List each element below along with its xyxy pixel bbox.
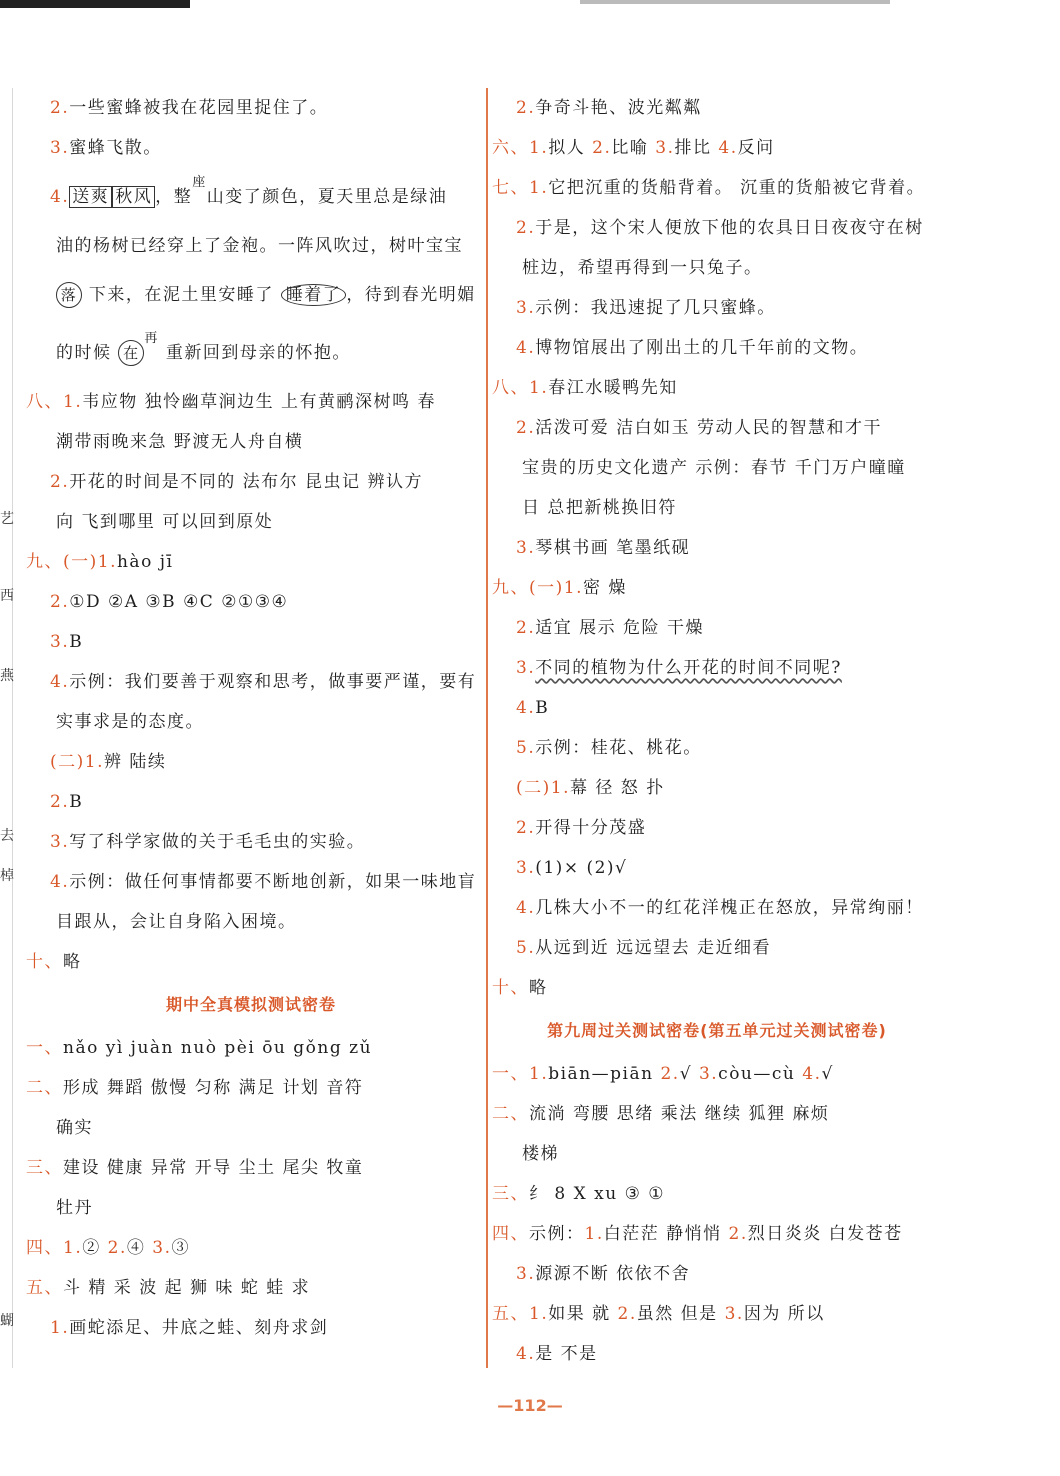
answer-text: 虽然 但是 <box>636 1304 725 1324</box>
item-number: 2. <box>617 1304 637 1324</box>
answer-line <box>26 702 476 742</box>
item-number: 4. <box>718 138 738 158</box>
answer-text: 它把沉重的货船背着。 沉重的货船被它背着。 <box>548 178 926 198</box>
answer-text: hào jī <box>116 552 174 572</box>
answer-text: 排比 <box>674 138 719 158</box>
boxed-word: 秋风 <box>112 186 155 208</box>
answer-line <box>26 822 476 862</box>
answer-line <box>26 1268 476 1308</box>
answer-text: 源源不断 依依不舍 <box>535 1264 691 1284</box>
answer-line <box>26 942 476 982</box>
answer-line <box>492 568 942 608</box>
answer-text: 示例：我们要善于观察和思考，做事要严谨，要有 <box>69 672 477 692</box>
item-number: 5. <box>516 938 536 958</box>
item-number: 2. <box>516 618 536 638</box>
answer-text: 开花的时间是不同的 法布尔 昆虫记 辨认方 <box>69 472 423 492</box>
answer-text: 楼梯 <box>522 1144 559 1164</box>
answer-line <box>492 168 942 208</box>
answer-text: 油的杨树已经穿上了金袍。一阵风吹过，树叶宝宝 <box>56 236 463 256</box>
answer-text: 从远到近 远远望去 走近细看 <box>535 938 772 958</box>
item-number: 3. <box>655 138 675 158</box>
answer-text: ④ <box>126 1238 153 1258</box>
answer-line <box>492 1054 942 1094</box>
answer-page <box>0 88 1060 1388</box>
item-number: 五、1. <box>492 1304 549 1324</box>
answer-text: 博物馆展出了刚出土的几千年前的文物。 <box>535 338 869 358</box>
answer-text: ①D ②A ③B ④C ②①③④ <box>69 592 289 612</box>
item-number: 3. <box>50 832 70 852</box>
answer-text: 反问 <box>737 138 775 158</box>
answer-text: 的时候 <box>56 343 119 363</box>
answer-text: 纟 8 X xu ③ ① <box>529 1184 665 1204</box>
item-number: 2. <box>516 98 536 118</box>
item-number: 2. <box>50 792 70 812</box>
insert-mark: 再 <box>144 331 159 346</box>
answer-text: 幕 径 怒 扑 <box>569 778 665 798</box>
answer-text: 一些蜜蜂被我在花园里捉住了。 <box>69 98 329 118</box>
answer-text: 于是，这个宋人便放下他的农具日日夜夜守在树 <box>535 218 924 238</box>
answer-text: 争奇斗艳、波光粼粼 <box>535 98 702 118</box>
item-number: 3. <box>152 1238 172 1258</box>
answer-text: 向 飞到哪里 可以回到原处 <box>56 512 274 532</box>
wavy-underlined-text: 不同的植物为什么开花的时间不同呢? <box>535 658 842 678</box>
circled-word: 睡着了 <box>281 284 347 306</box>
answer-line <box>492 1174 942 1214</box>
answer-text: √ <box>821 1064 834 1084</box>
answer-line <box>26 1188 476 1228</box>
answer-text: 几株大小不一的红花洋槐正在怒放，异常绚丽！ <box>535 898 924 918</box>
answer-text: 是 不是 <box>535 1344 598 1364</box>
answer-text: 示例：桂花、桃花。 <box>535 738 702 758</box>
answer-line <box>26 1068 476 1108</box>
answer-text: √ <box>679 1064 699 1084</box>
answer-text: 实事求是的态度。 <box>56 712 204 732</box>
answer-line <box>26 266 476 324</box>
answer-line <box>492 728 942 768</box>
item-number: 4. <box>50 187 70 207</box>
answer-line <box>492 848 942 888</box>
item-number: 十、 <box>26 952 63 972</box>
answer-text: 辨 陆续 <box>103 752 167 772</box>
item-number: 2. <box>728 1224 748 1244</box>
answer-line <box>26 502 476 542</box>
answer-line <box>492 688 942 728</box>
answer-text: 春江水暖鸭先知 <box>548 378 678 398</box>
circled-char: 落 <box>56 282 82 308</box>
item-number: 二、 <box>26 1078 63 1098</box>
answer-line <box>26 226 476 266</box>
item-number: 五、 <box>26 1278 63 1298</box>
answer-line <box>492 1094 942 1134</box>
item-number: 1. <box>584 1224 604 1244</box>
item-number: (二)1. <box>50 752 104 772</box>
answer-text: 示例：做任何事情都要不断地创新，如果一味地盲 <box>69 872 477 892</box>
item-number: 5. <box>516 738 536 758</box>
answer-line <box>26 582 476 622</box>
scan-artifact-left <box>0 0 190 8</box>
item-number: 2. <box>592 138 612 158</box>
answer-line <box>492 968 942 1008</box>
answer-line <box>26 422 476 462</box>
answer-text: 画蛇添足、井底之蛙、刻舟求剑 <box>69 1318 329 1338</box>
answer-line <box>26 88 476 128</box>
answer-line <box>26 662 476 702</box>
section-title <box>26 982 476 1028</box>
answer-text: 确实 <box>56 1118 93 1138</box>
answer-text: 琴棋书画 笔墨纸砚 <box>535 538 691 558</box>
answer-text: 适宜 展示 危险 干燥 <box>535 618 704 638</box>
answer-text: B <box>535 698 550 718</box>
answer-line <box>26 324 476 382</box>
insert-mark: 座 <box>192 175 207 190</box>
answer-line <box>26 742 476 782</box>
page-number: —112— <box>497 1396 563 1415</box>
section-title <box>492 1008 942 1054</box>
answer-text: 密 燥 <box>582 578 627 598</box>
item-number: 4. <box>50 672 70 692</box>
answer-text: 略 <box>63 952 82 972</box>
item-number: 四、 <box>492 1224 529 1244</box>
item-number: 三、 <box>492 1184 529 1204</box>
item-number: 3. <box>698 1064 719 1084</box>
answer-text: 开得十分茂盛 <box>535 818 647 838</box>
answer-line <box>26 168 476 226</box>
item-number: (二)1. <box>516 778 570 798</box>
answer-text: 建设 健康 异常 开导 尘土 尾尖 牧童 <box>63 1158 364 1178</box>
answer-line <box>26 462 476 502</box>
side-char: 艺 <box>0 511 14 527</box>
answer-line <box>26 1148 476 1188</box>
item-number: 三、 <box>26 1158 63 1178</box>
answer-text: (1)× (2)√ <box>535 858 628 878</box>
answer-line <box>492 368 942 408</box>
item-number: 3. <box>516 538 536 558</box>
answer-text: 下来，在泥土里安睡了 <box>82 285 281 305</box>
item-number: 3. <box>516 298 536 318</box>
answer-line <box>26 128 476 168</box>
answer-text: biān—piān <box>548 1064 661 1084</box>
answer-text: 如果 就 <box>548 1304 618 1324</box>
answer-line <box>492 448 942 488</box>
column-divider <box>486 88 488 1368</box>
answer-text: 比喻 <box>611 138 656 158</box>
answer-line <box>26 862 476 902</box>
answer-line <box>492 488 942 528</box>
side-char: 西 <box>0 588 14 604</box>
item-number: 2. <box>660 1064 680 1084</box>
answer-text: ，待到春光明媚 <box>346 285 476 305</box>
item-number: 八、1. <box>26 392 83 412</box>
answer-text: 斗 精 采 波 起 狮 味 蛇 蛙 求 <box>63 1278 311 1298</box>
answer-line <box>492 768 942 808</box>
item-number: 3. <box>724 1304 744 1324</box>
answer-text: 烈日炎炎 白发苍苍 <box>747 1224 903 1244</box>
answer-text: 拟人 <box>548 138 593 158</box>
boxed-word: 送爽 <box>69 186 112 208</box>
answer-text: 流淌 弯腰 思绪 乘法 继续 狐狸 麻烦 <box>529 1104 830 1124</box>
answer-text: 示例：我迅速捉了几只蜜蜂。 <box>535 298 776 318</box>
side-char: 蝴 <box>0 1313 14 1329</box>
item-number: 九、(一)1. <box>492 578 583 598</box>
item-number: 4. <box>516 698 536 718</box>
item-number: 2. <box>50 98 70 118</box>
answer-text: 山变了颜色，夏天里总是绿油 <box>206 187 448 207</box>
item-number: 二、 <box>492 1104 529 1124</box>
answer-line <box>492 1214 942 1254</box>
item-number: 七、1. <box>492 178 549 198</box>
item-number: 2. <box>516 218 536 238</box>
answer-line <box>26 542 476 582</box>
answer-line <box>492 808 942 848</box>
item-number: 2. <box>50 592 70 612</box>
answer-text: 第九周过关测试密卷(第五单元过关测试密卷) <box>547 1021 887 1040</box>
answer-text: 目跟从，会让自身陷入困境。 <box>56 912 297 932</box>
item-number: 2. <box>516 418 536 438</box>
answer-line <box>492 88 942 128</box>
answer-line <box>492 928 942 968</box>
answer-text: B <box>69 792 84 812</box>
item-number: 4. <box>516 898 536 918</box>
answer-line <box>492 1254 942 1294</box>
item-number: 十、 <box>492 978 529 998</box>
answer-text: ② <box>82 1238 108 1258</box>
item-number: 一、 <box>26 1038 63 1058</box>
side-char: 棹 <box>0 868 14 884</box>
answer-line <box>492 1294 942 1334</box>
answer-text: ，整 <box>155 187 193 207</box>
answer-line <box>492 328 942 368</box>
answer-line <box>26 1028 476 1068</box>
answer-line <box>26 902 476 942</box>
answer-line <box>492 608 942 648</box>
answer-line <box>492 1334 942 1374</box>
item-number: 3. <box>50 138 70 158</box>
item-number: 3. <box>516 658 536 678</box>
answer-text: 牡丹 <box>56 1198 93 1218</box>
item-number: 3. <box>516 858 536 878</box>
scan-artifact-right <box>580 0 890 4</box>
item-number: 1. <box>50 1318 70 1338</box>
answer-text: 示例： <box>529 1224 585 1244</box>
right-column <box>492 88 942 1374</box>
answer-line <box>492 1134 942 1174</box>
answer-line <box>492 408 942 448</box>
circled-char: 在 <box>118 340 144 366</box>
answer-text: 略 <box>529 978 548 998</box>
answer-text: 重新回到母亲的怀抱。 <box>158 343 351 363</box>
item-number: 一、1. <box>492 1064 549 1084</box>
answer-line <box>26 622 476 662</box>
answer-line <box>492 288 942 328</box>
item-number: 2. <box>107 1238 127 1258</box>
answer-text: 蜜蜂飞散。 <box>69 138 162 158</box>
item-number: 六、1. <box>492 138 549 158</box>
item-number: 4. <box>516 338 536 358</box>
left-column <box>26 88 476 1348</box>
item-number: 4. <box>802 1064 822 1084</box>
answer-line <box>26 1108 476 1148</box>
answer-text: 白茫茫 静悄悄 <box>603 1224 729 1244</box>
item-number: 2. <box>516 818 536 838</box>
answer-text: còu—cù <box>718 1064 803 1084</box>
answer-text: 写了科学家做的关于毛毛虫的实验。 <box>69 832 366 852</box>
item-number: 四、1. <box>26 1238 83 1258</box>
answer-text: ③ <box>171 1238 191 1258</box>
answer-text: 韦应物 独怜幽草涧边生 上有黄鹂深树鸣 春 <box>82 392 436 412</box>
item-number: 2. <box>50 472 70 492</box>
answer-text: 因为 所以 <box>743 1304 825 1324</box>
answer-text: nǎo yì juàn nuò pèi ōu gǒng zǔ <box>63 1038 373 1058</box>
answer-line <box>26 1228 476 1268</box>
answer-text: 桩边，希望再得到一只兔子。 <box>522 258 763 278</box>
answer-line <box>26 382 476 422</box>
answer-line <box>492 208 942 248</box>
answer-text: 日 总把新桃换旧符 <box>522 498 677 518</box>
item-number: 八、1. <box>492 378 549 398</box>
item-number: 3. <box>516 1264 536 1284</box>
answer-text: 活泼可爱 洁白如玉 劳动人民的智慧和才干 <box>535 418 883 438</box>
answer-line <box>492 128 942 168</box>
item-number: 4. <box>516 1344 536 1364</box>
item-number: 九、(一)1. <box>26 552 117 572</box>
side-char: 去 <box>0 828 14 844</box>
item-number: 4. <box>50 872 70 892</box>
answer-text: 形成 舞蹈 傲慢 匀称 满足 计划 音符 <box>63 1078 364 1098</box>
answer-text: B <box>69 632 84 652</box>
answer-line <box>26 782 476 822</box>
answer-text: 潮带雨晚来急 野渡无人舟自横 <box>56 432 304 452</box>
answer-text: 期中全真模拟测试密卷 <box>165 995 336 1014</box>
item-number: 3. <box>50 632 70 652</box>
answer-line <box>492 528 942 568</box>
answer-line <box>26 1308 476 1348</box>
answer-line <box>492 248 942 288</box>
side-char: 燕 <box>0 668 14 684</box>
answer-line <box>492 648 942 688</box>
answer-line <box>492 888 942 928</box>
answer-text: 宝贵的历史文化遗产 示例：春节 千门万户曈曈 <box>522 458 906 478</box>
